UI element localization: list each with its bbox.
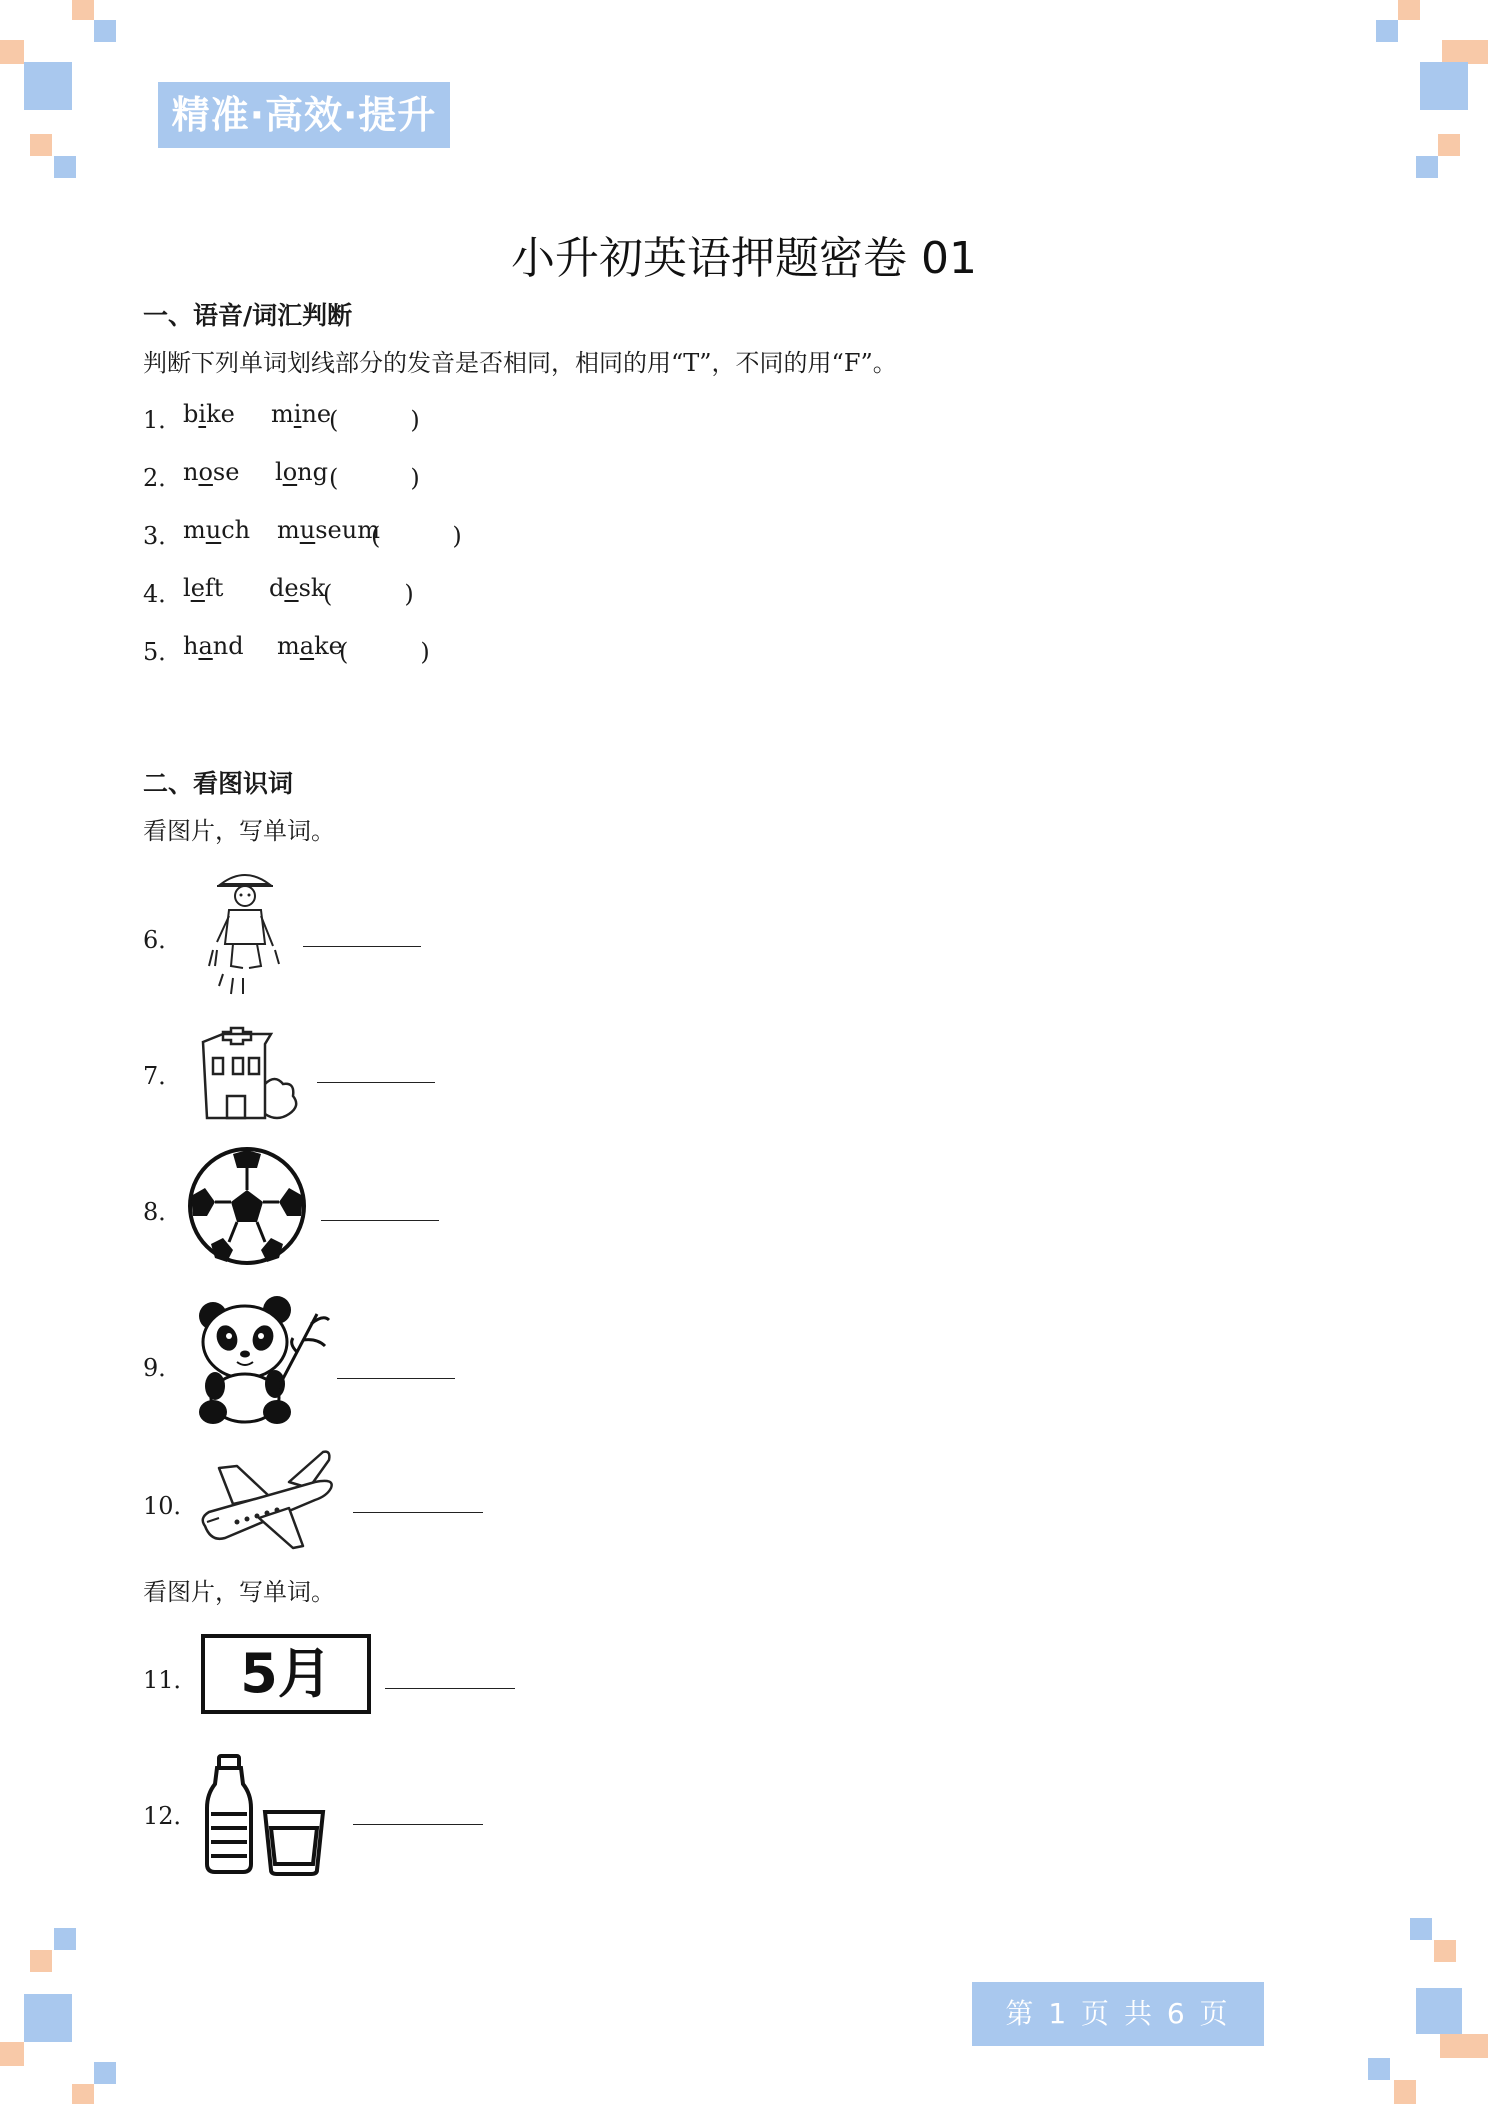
section1-heading: 一、语音/词汇判断 (143, 301, 353, 330)
underlined-letters: u (205, 516, 222, 544)
word-1 (183, 516, 250, 544)
underlined-letters: i (293, 400, 302, 428)
question-number: 1． (143, 406, 183, 434)
calendar-may-icon (201, 1634, 371, 1714)
section2-heading: 二、看图识词 (143, 769, 294, 798)
answer-parentheses[interactable]: ( ) (371, 522, 462, 550)
question-number: 9． (143, 1354, 183, 1382)
answer-blank[interactable] (303, 946, 421, 947)
word-part: l (183, 574, 191, 602)
answer-blank[interactable] (321, 1220, 439, 1221)
word-part: ch (221, 516, 251, 544)
hospital-icon (193, 1026, 303, 1122)
word-part: l (275, 458, 283, 486)
question-number: 2． (143, 464, 183, 492)
question-number: 5． (143, 638, 183, 666)
section2-instruction: 看图片，写单词。 (143, 817, 335, 845)
answer-parentheses[interactable]: ( ) (329, 406, 420, 434)
word-2 (269, 574, 325, 602)
word-part: ng (297, 458, 328, 486)
word-2 (277, 516, 380, 544)
question-number: 3． (143, 522, 183, 550)
underlined-letters: a (299, 632, 315, 660)
section1-instruction: 判断下列单词划线部分的发音是否相同，相同的用“T”，不同的用“F”。 (143, 349, 897, 377)
water-icon (203, 1754, 327, 1876)
plane-icon (197, 1448, 337, 1554)
word-1 (183, 632, 244, 660)
word-part: ke (206, 400, 235, 428)
word-part: sk (298, 574, 326, 602)
question-number: 8． (143, 1198, 183, 1226)
answer-blank[interactable] (353, 1824, 483, 1825)
answer-parentheses[interactable]: ( ) (329, 464, 420, 492)
word-part: n (183, 458, 199, 486)
word-2 (275, 458, 328, 486)
word-part: h (183, 632, 199, 660)
underlined-letters: a (198, 632, 213, 660)
month-label: 5月 (240, 1642, 332, 1705)
word-1 (183, 458, 239, 486)
page-footer: 第 1 页 共 6 页 (972, 1982, 1264, 2046)
brand-banner: 精准·高效·提升 (158, 82, 450, 148)
football-icon (187, 1146, 307, 1266)
question-number: 12． (143, 1802, 198, 1830)
answer-blank[interactable] (385, 1688, 515, 1689)
answer-parentheses[interactable]: ( ) (323, 580, 414, 608)
underlined-letters: e (284, 574, 299, 602)
word-1 (183, 574, 223, 602)
word-part: se (212, 458, 240, 486)
answer-blank[interactable] (353, 1512, 483, 1513)
underlined-letters: o (198, 458, 213, 486)
farmer-icon (203, 866, 287, 998)
word-2 (277, 632, 343, 660)
word-part: ke (314, 632, 343, 660)
word-part: m (183, 516, 206, 544)
question-number: 7． (143, 1062, 183, 1090)
question-number: 6． (143, 926, 183, 954)
question-number: 4． (143, 580, 183, 608)
question-number: 11． (143, 1666, 198, 1694)
word-1 (183, 400, 235, 428)
answer-parentheses[interactable]: ( ) (339, 638, 430, 666)
answer-blank[interactable] (317, 1082, 435, 1083)
word-part: m (277, 516, 300, 544)
word-part: seum (315, 516, 380, 544)
word-part: b (183, 400, 199, 428)
word-part: d (269, 574, 285, 602)
underlined-letters: e (190, 574, 205, 602)
word-part: ft (204, 574, 224, 602)
panda-icon (185, 1294, 335, 1430)
underlined-letters: i (198, 400, 207, 428)
word-part: m (271, 400, 294, 428)
question-number: 10． (143, 1492, 198, 1520)
underlined-letters: u (299, 516, 316, 544)
underlined-letters: o (282, 458, 298, 486)
word-part: m (277, 632, 300, 660)
word-part: nd (212, 632, 244, 660)
section2-instruction-2: 看图片，写单词。 (143, 1578, 335, 1606)
word-part: ne (301, 400, 332, 428)
answer-blank[interactable] (337, 1378, 455, 1379)
page-title: 小升初英语押题密卷 01 (511, 233, 977, 284)
word-2 (271, 400, 331, 428)
